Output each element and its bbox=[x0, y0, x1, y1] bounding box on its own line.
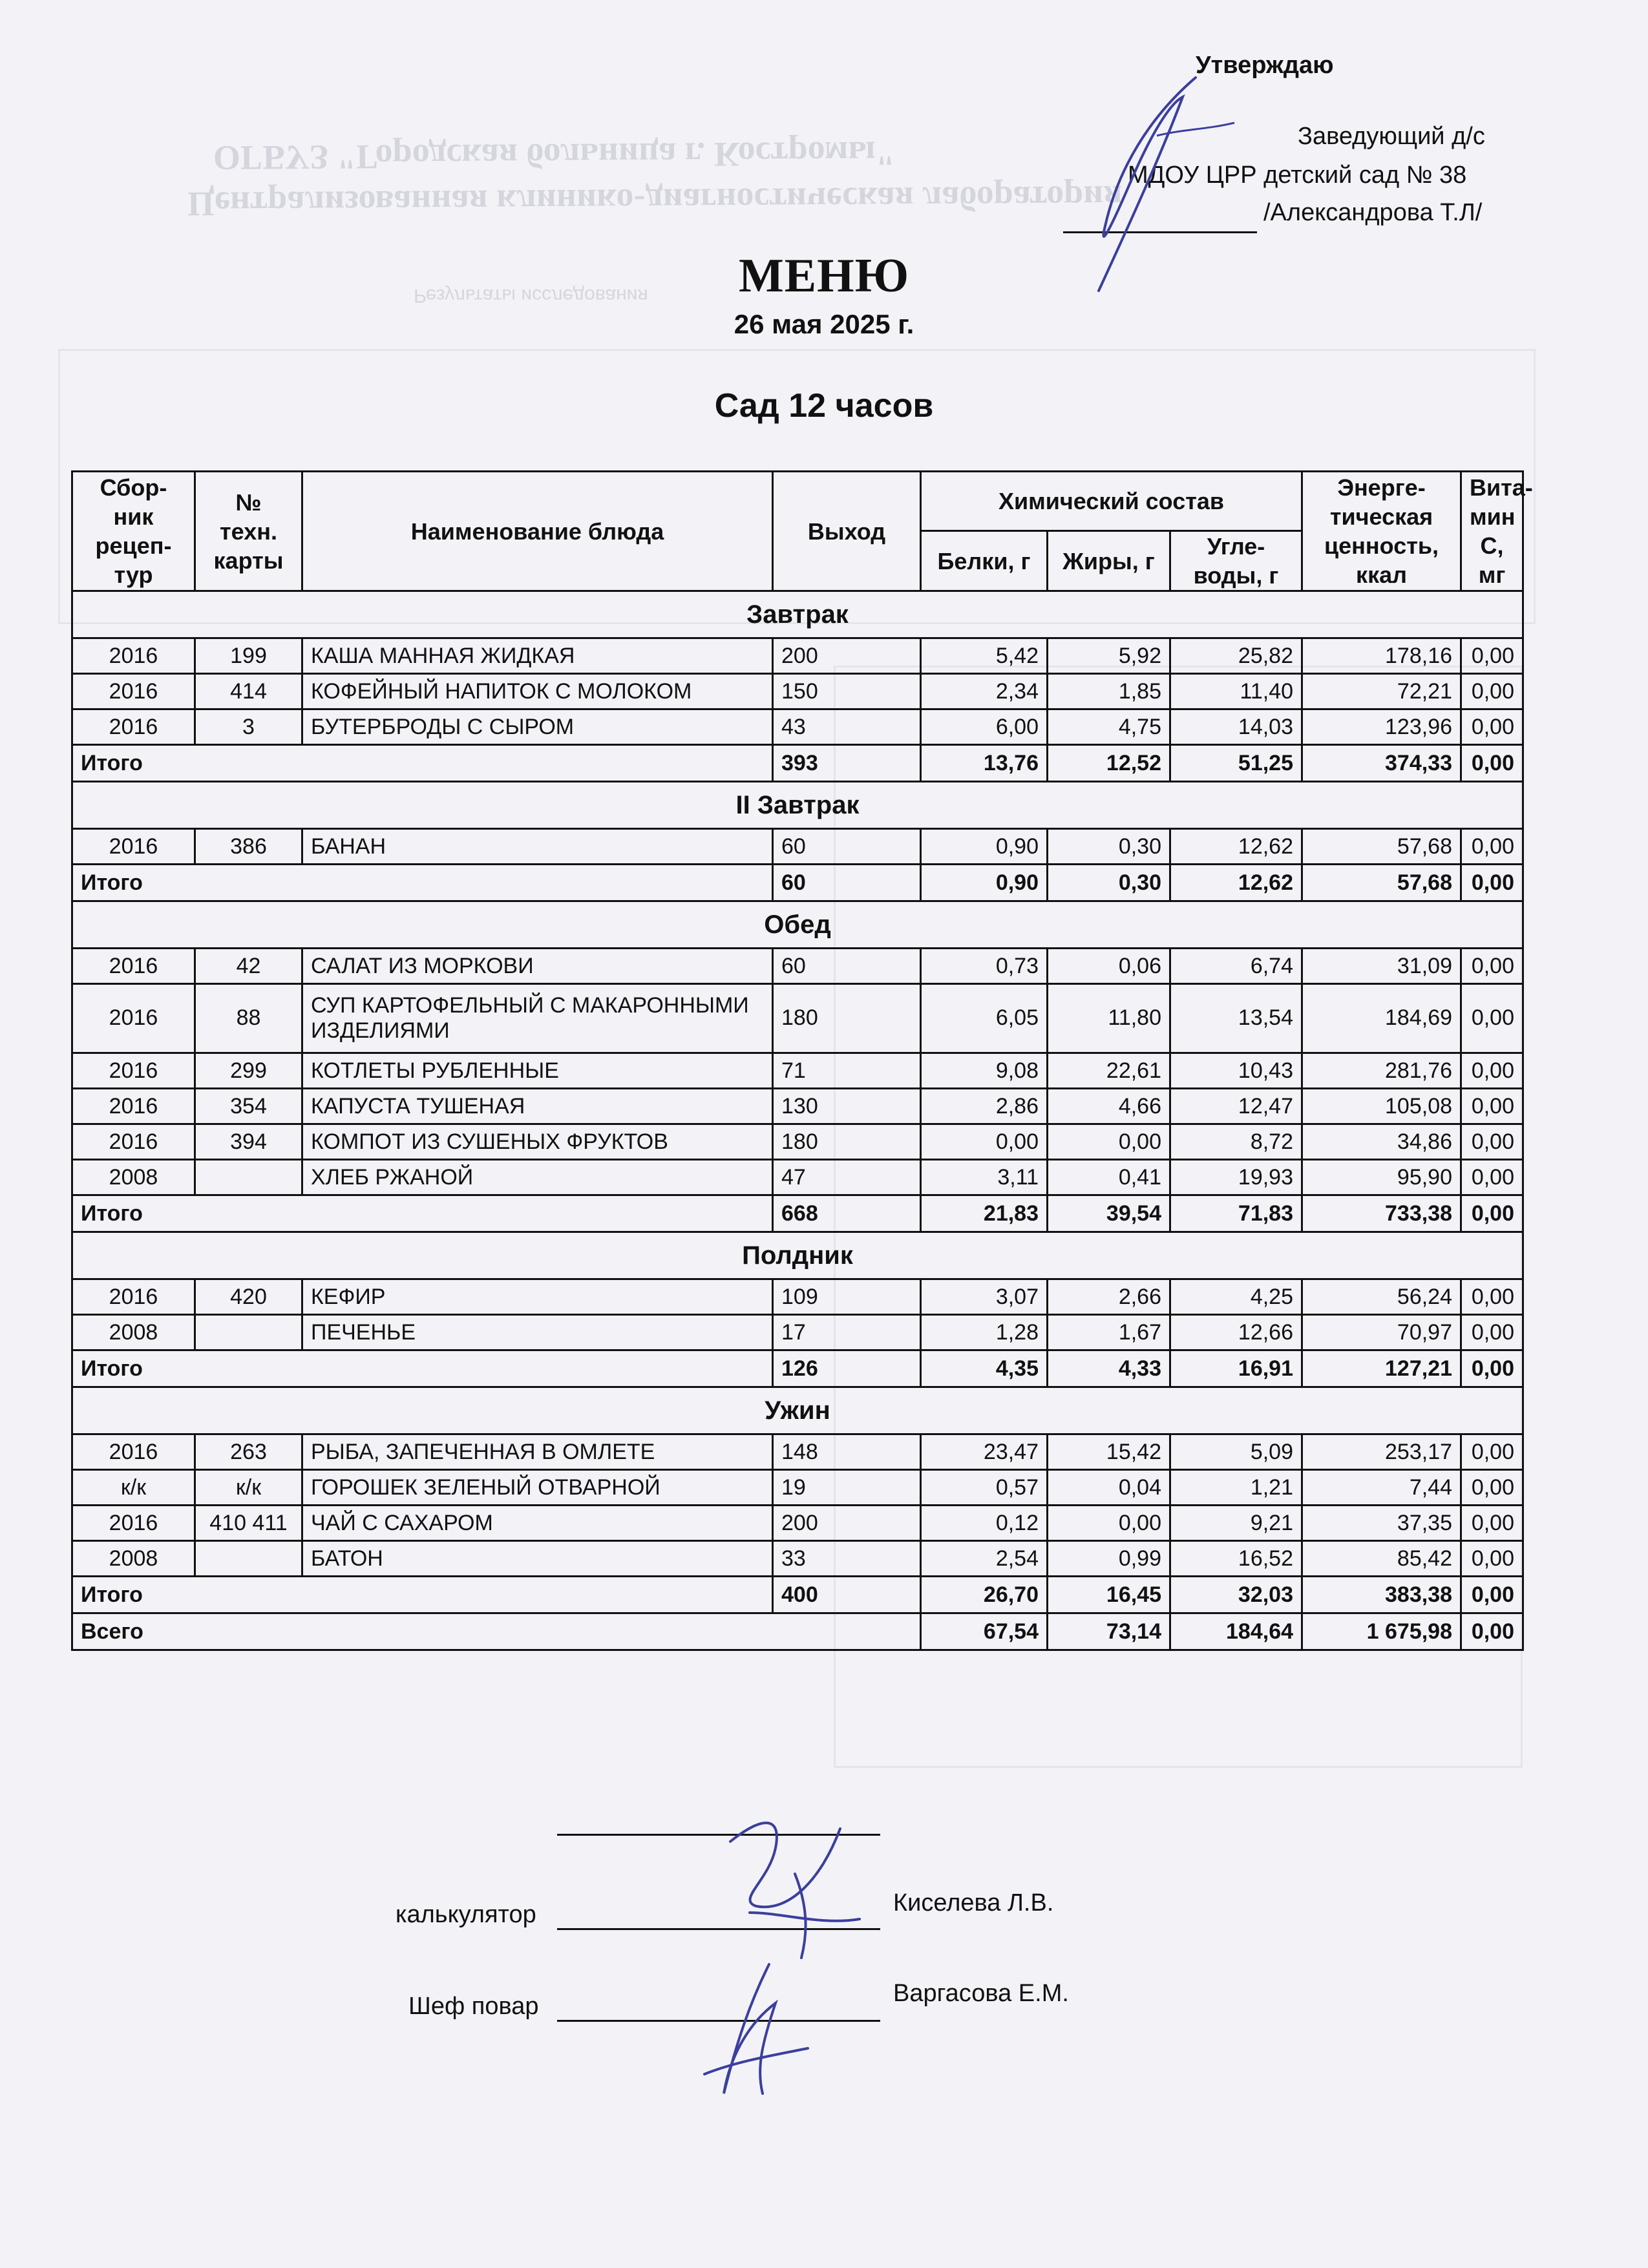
grand-total-energy: 1 675,98 bbox=[1302, 1613, 1461, 1650]
cell-fat: 0,04 bbox=[1048, 1470, 1170, 1506]
table-row bbox=[72, 1434, 1523, 1470]
cell-carbs: 13,54 bbox=[1170, 984, 1302, 1053]
total-fat: 0,30 bbox=[1048, 865, 1170, 901]
section-header-row bbox=[72, 901, 1523, 949]
cell-output: 47 bbox=[773, 1160, 921, 1195]
cell-collection: 2008 bbox=[72, 1315, 195, 1350]
signature-line-top bbox=[557, 1834, 880, 1836]
cell-vitamin: 0,00 bbox=[1461, 638, 1523, 674]
cell-collection: 2016 bbox=[72, 1279, 195, 1315]
section-header-row bbox=[72, 1232, 1523, 1279]
cell-collection: 2016 bbox=[72, 1124, 195, 1160]
header-fat: Жиры, г bbox=[1048, 531, 1170, 591]
cell-card: 420 bbox=[195, 1279, 302, 1315]
menu-table-body bbox=[72, 591, 1523, 1650]
table-row bbox=[72, 1124, 1523, 1160]
cell-carbs: 12,47 bbox=[1170, 1089, 1302, 1124]
header-card: № техн. карты bbox=[195, 472, 302, 591]
cell-vitamin: 0,00 bbox=[1461, 1506, 1523, 1541]
cell-dish: ЧАЙ С САХАРОМ bbox=[302, 1506, 773, 1541]
cell-vitamin: 0,00 bbox=[1461, 984, 1523, 1053]
cell-vitamin: 0,00 bbox=[1461, 1315, 1523, 1350]
menu-table bbox=[71, 470, 1533, 1651]
total-output: 60 bbox=[773, 865, 921, 901]
cell-vitamin: 0,00 bbox=[1461, 1160, 1523, 1195]
cell-vitamin: 0,00 bbox=[1461, 1541, 1523, 1577]
cell-carbs: 4,25 bbox=[1170, 1279, 1302, 1315]
cell-energy: 281,76 bbox=[1302, 1053, 1461, 1089]
section-title: Завтрак bbox=[72, 591, 1523, 638]
total-energy: 383,38 bbox=[1302, 1577, 1461, 1613]
total-protein: 21,83 bbox=[921, 1195, 1048, 1232]
cell-dish: БУТЕРБРОДЫ С СЫРОМ bbox=[302, 709, 773, 745]
section-total-row bbox=[72, 1577, 1523, 1613]
grand-total-fat: 73,14 bbox=[1048, 1613, 1170, 1650]
header-protein: Белки, г bbox=[921, 531, 1048, 591]
total-output: 393 bbox=[773, 745, 921, 782]
approval-name: /Александрова Т.Л/ bbox=[1263, 199, 1483, 226]
cell-collection: 2016 bbox=[72, 1053, 195, 1089]
cell-collection: 2016 bbox=[72, 1506, 195, 1541]
cell-collection: 2016 bbox=[72, 638, 195, 674]
cell-vitamin: 0,00 bbox=[1461, 709, 1523, 745]
cell-energy: 123,96 bbox=[1302, 709, 1461, 745]
calculator-signature bbox=[711, 1803, 879, 1964]
section-header-row bbox=[72, 782, 1523, 829]
table-row bbox=[72, 674, 1523, 709]
cell-protein: 2,34 bbox=[921, 674, 1048, 709]
total-vitamin: 0,00 bbox=[1461, 1350, 1523, 1387]
cell-vitamin: 0,00 bbox=[1461, 674, 1523, 709]
cell-output: 60 bbox=[773, 949, 921, 984]
cell-output: 180 bbox=[773, 1124, 921, 1160]
cell-card bbox=[195, 1160, 302, 1195]
cell-card: 414 bbox=[195, 674, 302, 709]
cell-vitamin: 0,00 bbox=[1461, 1053, 1523, 1089]
table-row bbox=[72, 949, 1523, 984]
cell-collection: к/к bbox=[72, 1470, 195, 1506]
header-energy: Энерге-тическая ценность, ккал bbox=[1302, 472, 1461, 591]
cell-carbs: 14,03 bbox=[1170, 709, 1302, 745]
cell-protein: 23,47 bbox=[921, 1434, 1048, 1470]
cell-fat: 1,67 bbox=[1048, 1315, 1170, 1350]
chef-role: Шеф повар bbox=[408, 1993, 539, 2020]
header-collection: Сбор-ник рецеп-тур bbox=[72, 472, 195, 591]
cell-energy: 37,35 bbox=[1302, 1506, 1461, 1541]
approval-organization: МДОУ ЦРР детский сад № 38 bbox=[1128, 162, 1467, 189]
section-total-row bbox=[72, 745, 1523, 782]
approval-title: Утверждаю bbox=[1196, 52, 1334, 79]
cell-fat: 0,30 bbox=[1048, 829, 1170, 865]
chef-signature-line bbox=[557, 2020, 880, 2022]
total-output: 668 bbox=[773, 1195, 921, 1232]
cell-card: 410 411 bbox=[195, 1506, 302, 1541]
cell-fat: 0,99 bbox=[1048, 1541, 1170, 1577]
cell-card: 263 bbox=[195, 1434, 302, 1470]
cell-collection: 2016 bbox=[72, 709, 195, 745]
cell-vitamin: 0,00 bbox=[1461, 1434, 1523, 1470]
total-carbs: 51,25 bbox=[1170, 745, 1302, 782]
total-label: Итого bbox=[72, 865, 773, 901]
grand-total-row bbox=[72, 1613, 1523, 1650]
cell-dish: ХЛЕБ РЖАНОЙ bbox=[302, 1160, 773, 1195]
cell-energy: 184,69 bbox=[1302, 984, 1461, 1053]
table-row bbox=[72, 1279, 1523, 1315]
cell-collection: 2016 bbox=[72, 949, 195, 984]
cell-fat: 1,85 bbox=[1048, 674, 1170, 709]
cell-card: 3 bbox=[195, 709, 302, 745]
calculator-role: калькулятор bbox=[396, 1901, 536, 1928]
table-row bbox=[72, 984, 1523, 1053]
cell-energy: 178,16 bbox=[1302, 638, 1461, 674]
cell-dish: КОФЕЙНЫЙ НАПИТОК С МОЛОКОМ bbox=[302, 674, 773, 709]
cell-energy: 70,97 bbox=[1302, 1315, 1461, 1350]
cell-energy: 105,08 bbox=[1302, 1089, 1461, 1124]
cell-fat: 15,42 bbox=[1048, 1434, 1170, 1470]
cell-vitamin: 0,00 bbox=[1461, 1124, 1523, 1160]
cell-fat: 22,61 bbox=[1048, 1053, 1170, 1089]
total-label: Итого bbox=[72, 1195, 773, 1232]
cell-dish: КОМПОТ ИЗ СУШЕНЫХ ФРУКТОВ bbox=[302, 1124, 773, 1160]
table-row bbox=[72, 1470, 1523, 1506]
header-output: Выход bbox=[773, 472, 921, 591]
total-fat: 39,54 bbox=[1048, 1195, 1170, 1232]
cell-output: 130 bbox=[773, 1089, 921, 1124]
cell-protein: 2,86 bbox=[921, 1089, 1048, 1124]
table-row bbox=[72, 709, 1523, 745]
total-carbs: 16,91 bbox=[1170, 1350, 1302, 1387]
total-label: Итого bbox=[72, 1577, 773, 1613]
section-header-row bbox=[72, 591, 1523, 638]
cell-protein: 0,12 bbox=[921, 1506, 1048, 1541]
cell-protein: 0,57 bbox=[921, 1470, 1048, 1506]
cell-vitamin: 0,00 bbox=[1461, 1279, 1523, 1315]
cell-card: 42 bbox=[195, 949, 302, 984]
section-title: Ужин bbox=[72, 1387, 1523, 1434]
cell-protein: 5,42 bbox=[921, 638, 1048, 674]
cell-energy: 57,68 bbox=[1302, 829, 1461, 865]
cell-dish: СУП КАРТОФЕЛЬНЫЙ С МАКАРОННЫМИ ИЗДЕЛИЯМИ bbox=[302, 984, 773, 1053]
cell-collection: 2008 bbox=[72, 1541, 195, 1577]
total-carbs: 12,62 bbox=[1170, 865, 1302, 901]
document-subtitle: Сад 12 часов bbox=[714, 387, 934, 425]
cell-output: 109 bbox=[773, 1279, 921, 1315]
grand-total-vitamin: 0,00 bbox=[1461, 1613, 1523, 1650]
cell-dish: КАПУСТА ТУШЕНАЯ bbox=[302, 1089, 773, 1124]
header-vitamin: Вита-мин С, мг bbox=[1461, 472, 1523, 591]
cell-vitamin: 0,00 bbox=[1461, 949, 1523, 984]
total-fat: 12,52 bbox=[1048, 745, 1170, 782]
chef-name: Варгасова Е.М. bbox=[893, 1980, 1069, 2007]
document-date: 26 мая 2025 г. bbox=[734, 309, 914, 339]
cell-card: 199 bbox=[195, 638, 302, 674]
cell-fat: 2,66 bbox=[1048, 1279, 1170, 1315]
total-energy: 733,38 bbox=[1302, 1195, 1461, 1232]
table-row bbox=[72, 1089, 1523, 1124]
cell-dish: КОТЛЕТЫ РУБЛЕННЫЕ bbox=[302, 1053, 773, 1089]
cell-carbs: 6,74 bbox=[1170, 949, 1302, 984]
cell-fat: 0,00 bbox=[1048, 1506, 1170, 1541]
cell-dish: ГОРОШЕК ЗЕЛЕНЫЙ ОТВАРНОЙ bbox=[302, 1470, 773, 1506]
header-carbs: Угле-воды, г bbox=[1170, 531, 1302, 591]
cell-card bbox=[195, 1315, 302, 1350]
grand-total-protein: 67,54 bbox=[921, 1613, 1048, 1650]
table-row bbox=[72, 638, 1523, 674]
cell-protein: 6,05 bbox=[921, 984, 1048, 1053]
chef-signature bbox=[679, 1951, 821, 2106]
cell-output: 200 bbox=[773, 638, 921, 674]
cell-protein: 0,73 bbox=[921, 949, 1048, 984]
cell-fat: 0,06 bbox=[1048, 949, 1170, 984]
cell-carbs: 9,21 bbox=[1170, 1506, 1302, 1541]
cell-fat: 4,75 bbox=[1048, 709, 1170, 745]
cell-fat: 11,80 bbox=[1048, 984, 1170, 1053]
cell-collection: 2016 bbox=[72, 674, 195, 709]
cell-carbs: 8,72 bbox=[1170, 1124, 1302, 1160]
table-row bbox=[72, 1315, 1523, 1350]
cell-vitamin: 0,00 bbox=[1461, 829, 1523, 865]
cell-carbs: 1,21 bbox=[1170, 1470, 1302, 1506]
cell-carbs: 10,43 bbox=[1170, 1053, 1302, 1089]
cell-energy: 7,44 bbox=[1302, 1470, 1461, 1506]
total-vitamin: 0,00 bbox=[1461, 1577, 1523, 1613]
cell-carbs: 12,62 bbox=[1170, 829, 1302, 865]
cell-collection: 2008 bbox=[72, 1160, 195, 1195]
cell-card bbox=[195, 1541, 302, 1577]
cell-output: 33 bbox=[773, 1541, 921, 1577]
total-fat: 4,33 bbox=[1048, 1350, 1170, 1387]
approval-position: Заведующий д/с bbox=[1298, 123, 1485, 150]
cell-protein: 0,90 bbox=[921, 829, 1048, 865]
total-label: Итого bbox=[72, 1350, 773, 1387]
section-total-row bbox=[72, 1350, 1523, 1387]
section-title: Полдник bbox=[72, 1232, 1523, 1279]
section-total-row bbox=[72, 1195, 1523, 1232]
cell-protein: 3,11 bbox=[921, 1160, 1048, 1195]
total-carbs: 71,83 bbox=[1170, 1195, 1302, 1232]
cell-card: 299 bbox=[195, 1053, 302, 1089]
show-through-heading-2: Централизованная клинико-диагностическая лаборатория bbox=[187, 178, 1123, 224]
cell-fat: 5,92 bbox=[1048, 638, 1170, 674]
cell-output: 43 bbox=[773, 709, 921, 745]
grand-total-label: Всего bbox=[72, 1613, 921, 1650]
calculator-signature-line bbox=[557, 1928, 880, 1930]
cell-carbs: 25,82 bbox=[1170, 638, 1302, 674]
total-vitamin: 0,00 bbox=[1461, 865, 1523, 901]
total-protein: 4,35 bbox=[921, 1350, 1048, 1387]
total-output: 126 bbox=[773, 1350, 921, 1387]
cell-fat: 4,66 bbox=[1048, 1089, 1170, 1124]
cell-dish: САЛАТ ИЗ МОРКОВИ bbox=[302, 949, 773, 984]
cell-dish: ПЕЧЕНЬЕ bbox=[302, 1315, 773, 1350]
cell-energy: 253,17 bbox=[1302, 1434, 1461, 1470]
header-chemistry: Химический состав bbox=[921, 472, 1302, 531]
cell-carbs: 19,93 bbox=[1170, 1160, 1302, 1195]
section-title: Обед bbox=[72, 901, 1523, 949]
cell-dish: КАША МАННАЯ ЖИДКАЯ bbox=[302, 638, 773, 674]
cell-carbs: 5,09 bbox=[1170, 1434, 1302, 1470]
total-protein: 13,76 bbox=[921, 745, 1048, 782]
cell-output: 148 bbox=[773, 1434, 921, 1470]
cell-vitamin: 0,00 bbox=[1461, 1089, 1523, 1124]
total-vitamin: 0,00 bbox=[1461, 1195, 1523, 1232]
cell-collection: 2016 bbox=[72, 984, 195, 1053]
total-label: Итого bbox=[72, 745, 773, 782]
table-row bbox=[72, 829, 1523, 865]
cell-protein: 2,54 bbox=[921, 1541, 1048, 1577]
cell-dish: БАНАН bbox=[302, 829, 773, 865]
cell-carbs: 12,66 bbox=[1170, 1315, 1302, 1350]
cell-energy: 72,21 bbox=[1302, 674, 1461, 709]
cell-card: к/к bbox=[195, 1470, 302, 1506]
table-row bbox=[72, 1160, 1523, 1195]
cell-energy: 56,24 bbox=[1302, 1279, 1461, 1315]
total-output: 400 bbox=[773, 1577, 921, 1613]
table-row bbox=[72, 1506, 1523, 1541]
show-through-text: Результаты исследования bbox=[414, 285, 648, 306]
cell-dish: КЕФИР bbox=[302, 1279, 773, 1315]
total-vitamin: 0,00 bbox=[1461, 745, 1523, 782]
cell-fat: 0,00 bbox=[1048, 1124, 1170, 1160]
table-row bbox=[72, 1053, 1523, 1089]
cell-collection: 2016 bbox=[72, 1089, 195, 1124]
cell-protein: 6,00 bbox=[921, 709, 1048, 745]
cell-dish: БАТОН bbox=[302, 1541, 773, 1577]
total-protein: 0,90 bbox=[921, 865, 1048, 901]
total-energy: 127,21 bbox=[1302, 1350, 1461, 1387]
cell-card: 354 bbox=[195, 1089, 302, 1124]
cell-collection: 2016 bbox=[72, 1434, 195, 1470]
cell-energy: 85,42 bbox=[1302, 1541, 1461, 1577]
cell-protein: 9,08 bbox=[921, 1053, 1048, 1089]
grand-total-carbs: 184,64 bbox=[1170, 1613, 1302, 1650]
header-dish: Наименование блюда bbox=[302, 472, 773, 591]
total-energy: 57,68 bbox=[1302, 865, 1461, 901]
cell-card: 386 bbox=[195, 829, 302, 865]
total-protein: 26,70 bbox=[921, 1577, 1048, 1613]
cell-output: 200 bbox=[773, 1506, 921, 1541]
total-fat: 16,45 bbox=[1048, 1577, 1170, 1613]
total-energy: 374,33 bbox=[1302, 745, 1461, 782]
show-through-heading: ОГБУЗ "Городская больница г. Костромы" bbox=[213, 134, 895, 178]
cell-energy: 95,90 bbox=[1302, 1160, 1461, 1195]
cell-output: 71 bbox=[773, 1053, 921, 1089]
cell-output: 19 bbox=[773, 1470, 921, 1506]
approval-signature-line bbox=[1063, 231, 1257, 233]
cell-energy: 34,86 bbox=[1302, 1124, 1461, 1160]
cell-protein: 1,28 bbox=[921, 1315, 1048, 1350]
cell-protein: 0,00 bbox=[921, 1124, 1048, 1160]
section-header-row bbox=[72, 1387, 1523, 1434]
cell-fat: 0,41 bbox=[1048, 1160, 1170, 1195]
cell-output: 150 bbox=[773, 674, 921, 709]
cell-output: 60 bbox=[773, 829, 921, 865]
cell-output: 180 bbox=[773, 984, 921, 1053]
cell-collection: 2016 bbox=[72, 829, 195, 865]
cell-card: 394 bbox=[195, 1124, 302, 1160]
cell-carbs: 16,52 bbox=[1170, 1541, 1302, 1577]
total-carbs: 32,03 bbox=[1170, 1577, 1302, 1613]
document-title: МЕНЮ bbox=[738, 249, 910, 302]
cell-energy: 31,09 bbox=[1302, 949, 1461, 984]
cell-carbs: 11,40 bbox=[1170, 674, 1302, 709]
section-total-row bbox=[72, 865, 1523, 901]
table-row bbox=[72, 1541, 1523, 1577]
cell-card: 88 bbox=[195, 984, 302, 1053]
calculator-name: Киселева Л.В. bbox=[893, 1889, 1054, 1916]
section-title: II Завтрак bbox=[72, 782, 1523, 829]
cell-protein: 3,07 bbox=[921, 1279, 1048, 1315]
cell-output: 17 bbox=[773, 1315, 921, 1350]
cell-vitamin: 0,00 bbox=[1461, 1470, 1523, 1506]
cell-dish: РЫБА, ЗАПЕЧЕННАЯ В ОМЛЕТЕ bbox=[302, 1434, 773, 1470]
